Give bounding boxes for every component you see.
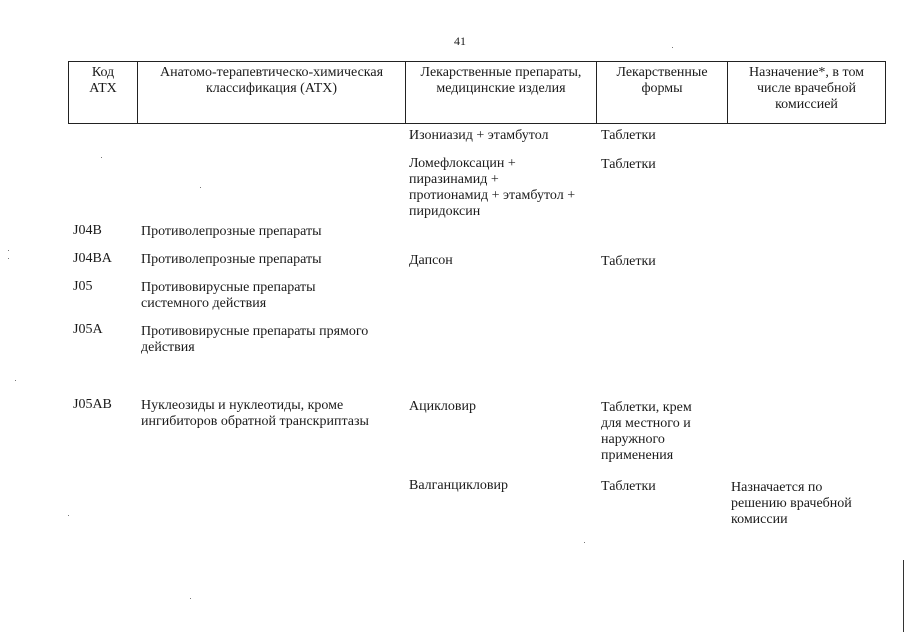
scan-speck	[200, 187, 201, 188]
table-cell-atc: Противовирусные препараты системного действия	[141, 280, 316, 311]
table-cell-code: J05AB	[73, 397, 112, 412]
table-cell-form: Таблетки	[601, 128, 656, 143]
table-cell-drug: Ацикловир	[409, 399, 476, 414]
table-cell-atc: Противолепрозные препараты	[141, 224, 322, 239]
header-atc-classification: Анатомо-терапевтическо-химическая классификация (АТХ)	[138, 62, 406, 123]
scan-speck	[584, 542, 585, 543]
header-purpose: Назначение*, в том числе врачебной комиссией	[748, 65, 865, 112]
table-cell-form: Таблетки	[601, 157, 656, 172]
scan-speck	[8, 250, 9, 251]
table-cell-drug: Дапсон	[409, 253, 453, 268]
page-number: 41	[454, 34, 466, 48]
scan-speck	[101, 157, 102, 158]
header-dosage-forms: Лекарственные формы	[597, 62, 728, 123]
table-cell-code: J04B	[73, 223, 102, 238]
table-cell-code: J05A	[73, 322, 103, 337]
table-cell-code: J05	[73, 279, 93, 294]
table-cell-form: Таблетки	[601, 479, 656, 494]
table-cell-atc: Нуклеозиды и нуклеотиды, кроме ингибиторов обратной транскриптазы	[141, 398, 369, 429]
table-cell-form: Таблетки, крем для местного и наружного применения	[601, 400, 692, 463]
table-cell-code: J04BA	[73, 251, 112, 266]
scan-speck	[68, 515, 69, 516]
table-cell-drug: Изониазид + этамбутол	[409, 128, 549, 143]
scan-speck	[190, 598, 191, 599]
table-cell-drug: Валганцикловир	[409, 478, 508, 493]
table-cell-atc: Противолепрозные препараты	[141, 252, 322, 267]
header-drugs: Лекарственные препараты, медицинские изделия	[406, 62, 597, 123]
scan-speck	[8, 258, 9, 259]
table-cell-atc: Противовирусные препараты прямого действия	[141, 324, 369, 355]
table-header	[68, 61, 886, 124]
table-cell-drug: Ломефлоксацин + пиразинамид + протионамид + этамбутол + пиридоксин	[409, 156, 576, 219]
header-code: Код АТХ	[69, 62, 138, 123]
scan-edge-line	[903, 560, 904, 632]
table-cell-purpose: Назначается по решению врачебной комиссии	[731, 480, 852, 527]
table-cell-form: Таблетки	[601, 254, 656, 269]
scan-speck	[15, 380, 16, 381]
scan-speck	[672, 47, 673, 48]
